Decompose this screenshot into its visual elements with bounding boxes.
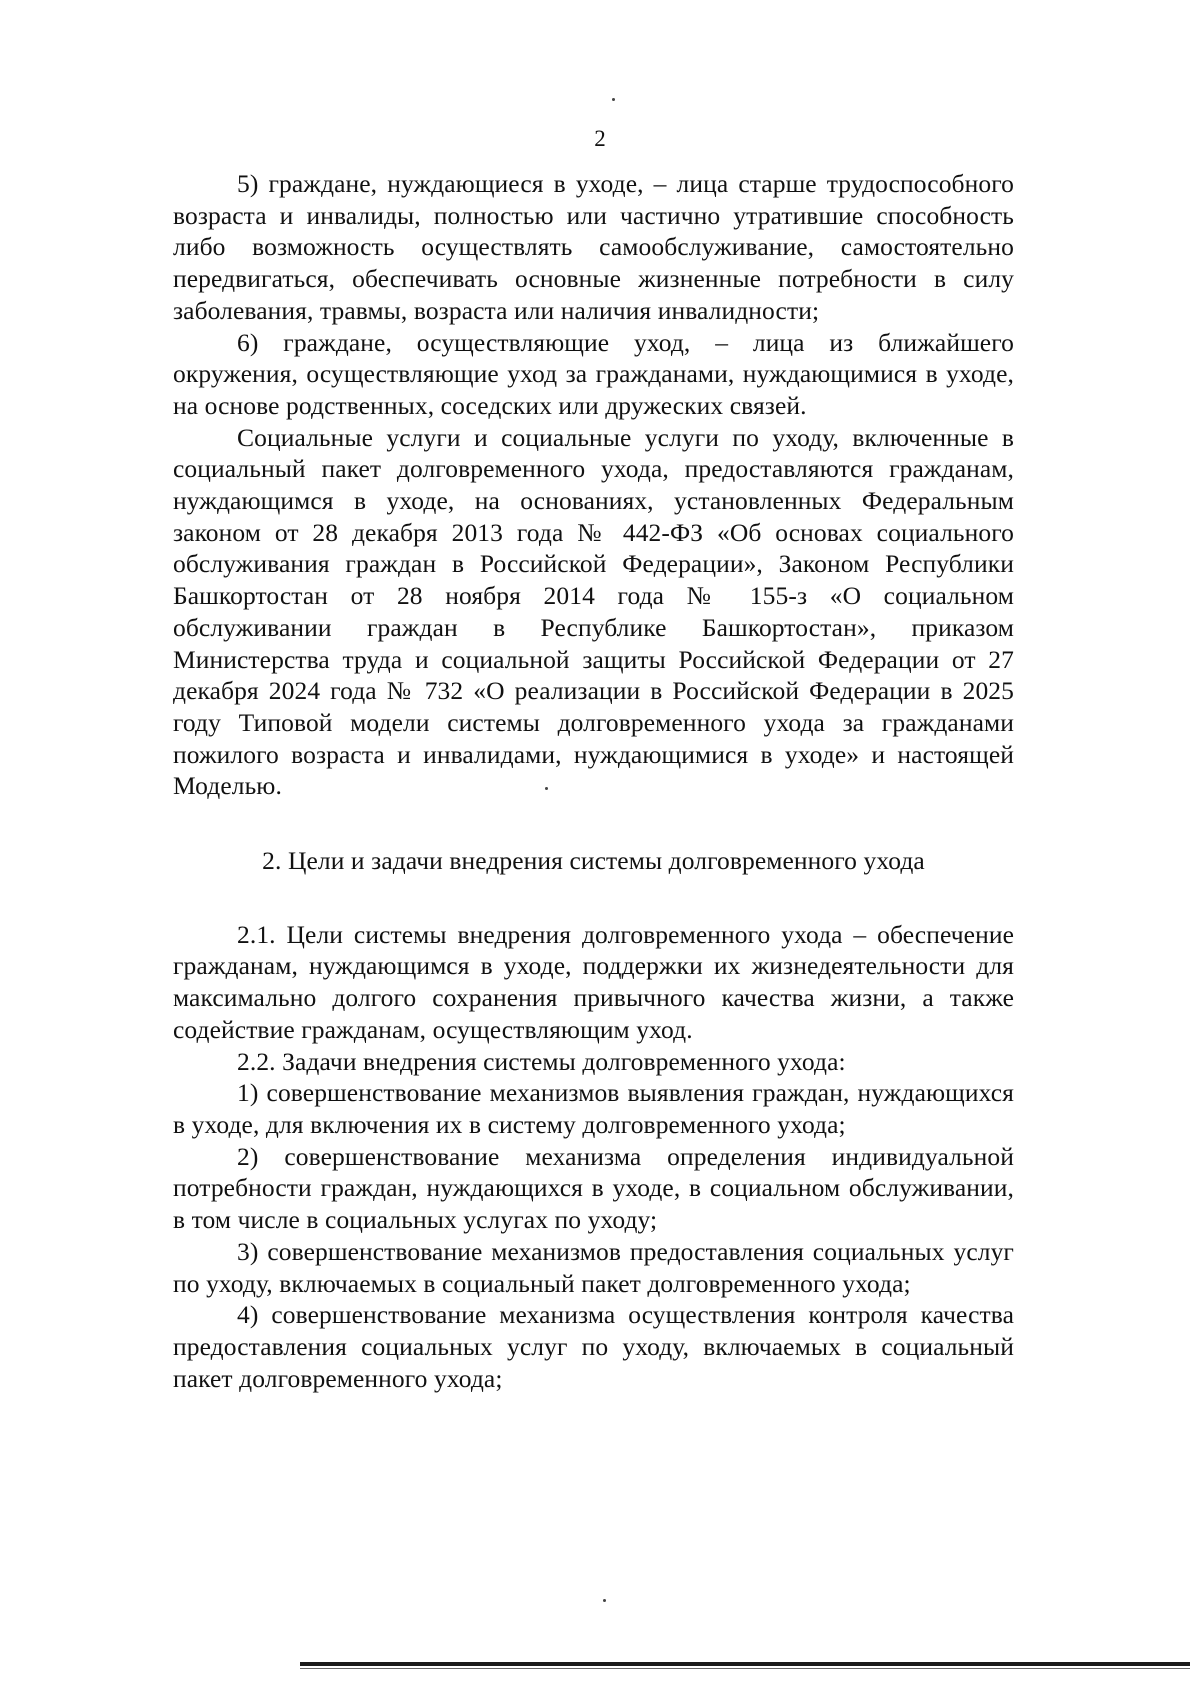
scan-edge-line (300, 1662, 1190, 1666)
task-item-3: 3) совершенствование механизмов предоставления социальных услуг по уходу, включаемых в социальный пакет долговременного ухода; (173, 1236, 1014, 1298)
scan-speck (612, 98, 615, 101)
paragraph-social-services: Социальные услуги и социальные услуги по уходу, включенные в социальный пакет долговременного ухода, предоставляются гражданам, нуждающимся в уходе, на основаниях, установленных Федеральным законом от 28 декабря 2013 года № 442-ФЗ «Об основах социального обслуживания граждан в Российской Федерации», Законом Республики Башкортостан от 28 ноября 2014 года № 155-з «О социальном обслуживании граждан в Республике Башкортостан», приказом Министерства труда и социальной защиты Российской Федерации от 27 декабря 2024 года № 732 «О реализации в Российской Федерации в 2025 году Типовой модели системы долговременного ухода за гражданами пожилого возраста и инвалидами, нуждающимися в уходе» и настоящей Моделью. (173, 422, 1014, 801)
task-item-4: 4) совершенствование механизма осуществления контроля качества предоставления социальных услуг по уходу, включаемых в социальный пакет долговременного ухода; (173, 1300, 1014, 1393)
scan-edge-line-thin (300, 1668, 1190, 1669)
paragraph-tasks-intro: 2.2. Задачи внедрения системы долговременного ухода: (237, 1046, 846, 1076)
scan-speck (545, 787, 548, 790)
task-item-1: 1) совершенствование механизмов выявления граждан, нуждающихся в уходе, для включения их в систему долговременного ухода; (173, 1078, 1014, 1139)
paragraph-definition-6: 6) граждане, осуществляющие уход, – лица из ближайшего окружения, осуществляющие уход за гражданами, нуждающимися в уходе, на основе родственных, соседских или дружеских связей. (173, 327, 1014, 420)
paragraph-goals: 2.1. Цели системы внедрения долговременного ухода – обеспечение гражданам, нуждающимся в уходе, поддержки их жизнедеятельности для максимально долгого сохранения привычного качества жизни, а также содействие гражданам, осуществляющим уход. (173, 919, 1014, 1044)
paragraph-definition-5: 5) граждане, нуждающиеся в уходе, – лица старше трудоспособного возраста и инвалиды, полностью или частично утратившие способность либо возможность осуществлять самообслуживание, самостоятельно передвигаться, обеспечивать основные жизненные потребности в силу заболевания, травмы, возраста или наличия инвалидности; (173, 169, 1014, 325)
scan-speck (603, 1599, 606, 1602)
page-number: 2 (594, 126, 606, 151)
task-item-2: 2) совершенствование механизма определения индивидуальной потребности граждан, нуждающихся в уходе, в социальном обслуживании, в том числе в социальных услугах по уходу; (173, 1141, 1014, 1235)
document-body (173, 168, 1014, 1394)
section-heading: 2. Цели и задачи внедрения системы долговременного ухода (262, 846, 925, 876)
